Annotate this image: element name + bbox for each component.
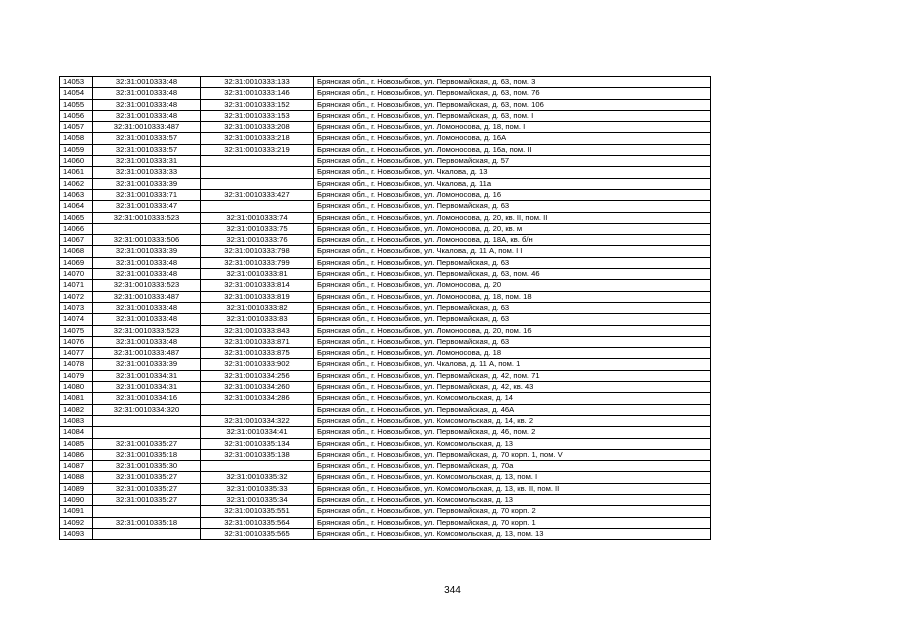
- parcel-cadastral-cell: 32:31:0010334:31: [93, 382, 201, 393]
- parcel-cadastral-cell: 32:31:0010334:16: [93, 393, 201, 404]
- building-cadastral-cell: [201, 461, 314, 472]
- address-cell: Брянская обл., г. Новозыбков, ул. Первомайская, д. 46, пом. 2: [314, 427, 711, 438]
- address-cell: Брянская обл., г. Новозыбков, ул. Первомайская, д. 63: [314, 257, 711, 268]
- row-number-cell: 14084: [60, 427, 93, 438]
- building-cadastral-cell: 32:31:0010334:286: [201, 393, 314, 404]
- table-row: [60, 88, 711, 99]
- address-cell: Брянская обл., г. Новозыбков, ул. Чкалова, д. 13: [314, 167, 711, 178]
- parcel-cadastral-cell: 32:31:0010335:27: [93, 494, 201, 505]
- row-number-cell: 14079: [60, 370, 93, 381]
- table-row: [60, 494, 711, 505]
- table-row: [60, 449, 711, 460]
- row-number-cell: 14065: [60, 212, 93, 223]
- address-cell: Брянская обл., г. Новозыбков, ул. Ломоносова, д. 16: [314, 189, 711, 200]
- building-cadastral-cell: 32:31:0010333:81: [201, 269, 314, 280]
- parcel-cadastral-cell: [93, 506, 201, 517]
- parcel-cadastral-cell: 32:31:0010333:48: [93, 302, 201, 313]
- table-row: [60, 269, 711, 280]
- row-number-cell: 14064: [60, 201, 93, 212]
- parcel-cadastral-cell: 32:31:0010333:71: [93, 189, 201, 200]
- building-cadastral-cell: 32:31:0010333:208: [201, 122, 314, 133]
- row-number-cell: 14063: [60, 189, 93, 200]
- building-cadastral-cell: [201, 167, 314, 178]
- building-cadastral-cell: 32:31:0010334:41: [201, 427, 314, 438]
- building-cadastral-cell: 32:31:0010335:551: [201, 506, 314, 517]
- table-row: [60, 461, 711, 472]
- row-number-cell: 14093: [60, 528, 93, 539]
- parcel-cadastral-cell: 32:31:0010333:48: [93, 99, 201, 110]
- table-row: [60, 415, 711, 426]
- building-cadastral-cell: 32:31:0010334:260: [201, 382, 314, 393]
- parcel-cadastral-cell: 32:31:0010333:523: [93, 212, 201, 223]
- row-number-cell: 14086: [60, 449, 93, 460]
- table-row: [60, 178, 711, 189]
- address-cell: Брянская обл., г. Новозыбков, ул. Первомайская, д. 46А: [314, 404, 711, 415]
- parcel-cadastral-cell: 32:31:0010333:39: [93, 246, 201, 257]
- building-cadastral-cell: 32:31:0010335:564: [201, 517, 314, 528]
- address-cell: Брянская обл., г. Новозыбков, ул. Первомайская, д. 57: [314, 156, 711, 167]
- address-cell: Брянская обл., г. Новозыбков, ул. Ломоносова, д. 20, пом. 16: [314, 325, 711, 336]
- building-cadastral-cell: 32:31:0010333:819: [201, 291, 314, 302]
- table-row: [60, 302, 711, 313]
- building-cadastral-cell: 32:31:0010333:83: [201, 314, 314, 325]
- row-number-cell: 14067: [60, 235, 93, 246]
- row-number-cell: 14057: [60, 122, 93, 133]
- table-row: [60, 427, 711, 438]
- row-number-cell: 14082: [60, 404, 93, 415]
- parcel-cadastral-cell: 32:31:0010333:48: [93, 88, 201, 99]
- building-cadastral-cell: 32:31:0010334:256: [201, 370, 314, 381]
- building-cadastral-cell: 32:31:0010333:82: [201, 302, 314, 313]
- row-number-cell: 14071: [60, 280, 93, 291]
- parcel-cadastral-cell: 32:31:0010333:487: [93, 348, 201, 359]
- parcel-cadastral-cell: 32:31:0010335:30: [93, 461, 201, 472]
- table-row: [60, 325, 711, 336]
- parcel-cadastral-cell: 32:31:0010333:39: [93, 178, 201, 189]
- building-cadastral-cell: 32:31:0010335:34: [201, 494, 314, 505]
- row-number-cell: 14070: [60, 269, 93, 280]
- table-row: [60, 99, 711, 110]
- address-cell: Брянская обл., г. Новозыбков, ул. Первомайская, д. 70 корп. 1: [314, 517, 711, 528]
- address-cell: Брянская обл., г. Новозыбков, ул. Ломоносова, д. 20: [314, 280, 711, 291]
- row-number-cell: 14056: [60, 110, 93, 121]
- table-row: [60, 133, 711, 144]
- row-number-cell: 14080: [60, 382, 93, 393]
- table-row: [60, 77, 711, 88]
- table-row: [60, 201, 711, 212]
- address-cell: Брянская обл., г. Новозыбков, ул. Комсомольская, д. 13, кв. II, пом. II: [314, 483, 711, 494]
- building-cadastral-cell: 32:31:0010333:843: [201, 325, 314, 336]
- parcel-cadastral-cell: 32:31:0010335:27: [93, 438, 201, 449]
- building-cadastral-cell: 32:31:0010333:152: [201, 99, 314, 110]
- row-number-cell: 14054: [60, 88, 93, 99]
- table-row: [60, 404, 711, 415]
- row-number-cell: 14078: [60, 359, 93, 370]
- row-number-cell: 14085: [60, 438, 93, 449]
- parcel-cadastral-cell: 32:31:0010333:523: [93, 280, 201, 291]
- parcel-cadastral-cell: [93, 427, 201, 438]
- row-number-cell: 14076: [60, 336, 93, 347]
- building-cadastral-cell: 32:31:0010335:565: [201, 528, 314, 539]
- building-cadastral-cell: 32:31:0010335:32: [201, 472, 314, 483]
- building-cadastral-cell: [201, 178, 314, 189]
- address-cell: Брянская обл., г. Новозыбков, ул. Первомайская, д. 70 корп. 2: [314, 506, 711, 517]
- address-cell: Брянская обл., г. Новозыбков, ул. Первомайская, д. 63: [314, 201, 711, 212]
- row-number-cell: 14091: [60, 506, 93, 517]
- building-cadastral-cell: [201, 156, 314, 167]
- row-number-cell: 14089: [60, 483, 93, 494]
- address-cell: Брянская обл., г. Новозыбков, ул. Комсомольская, д. 13: [314, 494, 711, 505]
- table-row: [60, 144, 711, 155]
- building-cadastral-cell: 32:31:0010335:134: [201, 438, 314, 449]
- table-row: [60, 314, 711, 325]
- address-cell: Брянская обл., г. Новозыбков, ул. Чкалова, д. 11 А, пом. 1: [314, 359, 711, 370]
- table-row: [60, 280, 711, 291]
- row-number-cell: 14069: [60, 257, 93, 268]
- registry-table-body: [60, 77, 711, 540]
- table-row: [60, 156, 711, 167]
- parcel-cadastral-cell: 32:31:0010333:48: [93, 314, 201, 325]
- row-number-cell: 14088: [60, 472, 93, 483]
- building-cadastral-cell: 32:31:0010333:218: [201, 133, 314, 144]
- address-cell: Брянская обл., г. Новозыбков, ул. Комсомольская, д. 14, кв. 2: [314, 415, 711, 426]
- address-cell: Брянская обл., г. Новозыбков, ул. Ломоносова, д. 16а, пом. II: [314, 144, 711, 155]
- row-number-cell: 14092: [60, 517, 93, 528]
- address-cell: Брянская обл., г. Новозыбков, ул. Первомайская, д. 42, кв. 43: [314, 382, 711, 393]
- page-number: 344: [444, 585, 461, 596]
- table-row: [60, 370, 711, 381]
- address-cell: Брянская обл., г. Новозыбков, ул. Ломоносова, д. 18: [314, 348, 711, 359]
- address-cell: Брянская обл., г. Новозыбков, ул. Ломоносова, д. 20, кв. II, пом. II: [314, 212, 711, 223]
- table-row: [60, 110, 711, 121]
- address-cell: Брянская обл., г. Новозыбков, ул. Первомайская, д. 42, пом. 71: [314, 370, 711, 381]
- parcel-cadastral-cell: 32:31:0010334:320: [93, 404, 201, 415]
- parcel-cadastral-cell: 32:31:0010335:27: [93, 472, 201, 483]
- address-cell: Брянская обл., г. Новозыбков, ул. Ломоносова, д. 18, пом. 18: [314, 291, 711, 302]
- row-number-cell: 14058: [60, 133, 93, 144]
- table-row: [60, 382, 711, 393]
- parcel-cadastral-cell: 32:31:0010333:48: [93, 336, 201, 347]
- table-row: [60, 336, 711, 347]
- row-number-cell: 14083: [60, 415, 93, 426]
- address-cell: Брянская обл., г. Новозыбков, ул. Ломоносова, д. 18А, кв. б/н: [314, 235, 711, 246]
- address-cell: Брянская обл., г. Новозыбков, ул. Комсомольская, д. 13, пом. 13: [314, 528, 711, 539]
- address-cell: Брянская обл., г. Новозыбков, ул. Первомайская, д. 63, пом. I: [314, 110, 711, 121]
- building-cadastral-cell: 32:31:0010333:427: [201, 189, 314, 200]
- table-row: [60, 393, 711, 404]
- row-number-cell: 14073: [60, 302, 93, 313]
- table-row: [60, 167, 711, 178]
- address-cell: Брянская обл., г. Новозыбков, ул. Комсомольская, д. 14: [314, 393, 711, 404]
- parcel-cadastral-cell: 32:31:0010333:57: [93, 144, 201, 155]
- row-number-cell: 14090: [60, 494, 93, 505]
- table-row: [60, 291, 711, 302]
- row-number-cell: 14074: [60, 314, 93, 325]
- registry-table: [59, 76, 711, 540]
- table-row: [60, 348, 711, 359]
- table-row: [60, 472, 711, 483]
- parcel-cadastral-cell: 32:31:0010333:487: [93, 122, 201, 133]
- table-row: [60, 359, 711, 370]
- table-row: [60, 235, 711, 246]
- address-cell: Брянская обл., г. Новозыбков, ул. Первомайская, д. 63: [314, 302, 711, 313]
- table-row: [60, 257, 711, 268]
- address-cell: Брянская обл., г. Новозыбков, ул. Чкалова, д. 11 А, пом. I I: [314, 246, 711, 257]
- parcel-cadastral-cell: 32:31:0010333:48: [93, 110, 201, 121]
- building-cadastral-cell: 32:31:0010333:153: [201, 110, 314, 121]
- address-cell: Брянская обл., г. Новозыбков, ул. Первомайская, д. 63, пом. 3: [314, 77, 711, 88]
- address-cell: Брянская обл., г. Новозыбков, ул. Комсомольская, д. 13: [314, 438, 711, 449]
- address-cell: Брянская обл., г. Новозыбков, ул. Ломоносова, д. 20, кв. м: [314, 223, 711, 234]
- address-cell: Брянская обл., г. Новозыбков, ул. Первомайская, д. 63, пом. 46: [314, 269, 711, 280]
- row-number-cell: 14077: [60, 348, 93, 359]
- row-number-cell: 14062: [60, 178, 93, 189]
- address-cell: Брянская обл., г. Новозыбков, ул. Ломоносова, д. 16А: [314, 133, 711, 144]
- building-cadastral-cell: 32:31:0010333:871: [201, 336, 314, 347]
- building-cadastral-cell: 32:31:0010333:814: [201, 280, 314, 291]
- building-cadastral-cell: 32:31:0010333:146: [201, 88, 314, 99]
- row-number-cell: 14068: [60, 246, 93, 257]
- building-cadastral-cell: 32:31:0010333:133: [201, 77, 314, 88]
- building-cadastral-cell: [201, 404, 314, 415]
- row-number-cell: 14081: [60, 393, 93, 404]
- address-cell: Брянская обл., г. Новозыбков, ул. Ломоносова, д. 18, пом. I: [314, 122, 711, 133]
- row-number-cell: 14060: [60, 156, 93, 167]
- parcel-cadastral-cell: 32:31:0010333:48: [93, 257, 201, 268]
- table-row: [60, 483, 711, 494]
- table-row: [60, 122, 711, 133]
- table-row: [60, 506, 711, 517]
- parcel-cadastral-cell: 32:31:0010333:506: [93, 235, 201, 246]
- address-cell: Брянская обл., г. Новозыбков, ул. Первомайская, д. 70 корп. 1, пом. V: [314, 449, 711, 460]
- address-cell: Брянская обл., г. Новозыбков, ул. Первомайская, д. 63: [314, 336, 711, 347]
- address-cell: Брянская обл., г. Новозыбков, ул. Первомайская, д. 70а: [314, 461, 711, 472]
- address-cell: Брянская обл., г. Новозыбков, ул. Чкалова, д. 11а: [314, 178, 711, 189]
- building-cadastral-cell: 32:31:0010333:219: [201, 144, 314, 155]
- building-cadastral-cell: 32:31:0010334:322: [201, 415, 314, 426]
- table-row: [60, 212, 711, 223]
- row-number-cell: 14055: [60, 99, 93, 110]
- address-cell: Брянская обл., г. Новозыбков, ул. Первомайская, д. 63: [314, 314, 711, 325]
- parcel-cadastral-cell: 32:31:0010335:18: [93, 449, 201, 460]
- row-number-cell: 14061: [60, 167, 93, 178]
- parcel-cadastral-cell: 32:31:0010333:39: [93, 359, 201, 370]
- parcel-cadastral-cell: 32:31:0010334:31: [93, 370, 201, 381]
- building-cadastral-cell: 32:31:0010333:76: [201, 235, 314, 246]
- row-number-cell: 14059: [60, 144, 93, 155]
- table-row: [60, 189, 711, 200]
- building-cadastral-cell: 32:31:0010333:902: [201, 359, 314, 370]
- row-number-cell: 14053: [60, 77, 93, 88]
- parcel-cadastral-cell: 32:31:0010333:523: [93, 325, 201, 336]
- parcel-cadastral-cell: 32:31:0010333:33: [93, 167, 201, 178]
- building-cadastral-cell: [201, 201, 314, 212]
- building-cadastral-cell: 32:31:0010333:75: [201, 223, 314, 234]
- row-number-cell: 14072: [60, 291, 93, 302]
- building-cadastral-cell: 32:31:0010333:875: [201, 348, 314, 359]
- parcel-cadastral-cell: 32:31:0010333:57: [93, 133, 201, 144]
- building-cadastral-cell: 32:31:0010335:138: [201, 449, 314, 460]
- row-number-cell: 14075: [60, 325, 93, 336]
- address-cell: Брянская обл., г. Новозыбков, ул. Первомайская, д. 63, пом. 76: [314, 88, 711, 99]
- parcel-cadastral-cell: 32:31:0010333:487: [93, 291, 201, 302]
- address-cell: Брянская обл., г. Новозыбков, ул. Комсомольская, д. 13, пом. I: [314, 472, 711, 483]
- table-row: [60, 438, 711, 449]
- table-row: [60, 223, 711, 234]
- parcel-cadastral-cell: 32:31:0010333:48: [93, 77, 201, 88]
- building-cadastral-cell: 32:31:0010335:33: [201, 483, 314, 494]
- parcel-cadastral-cell: [93, 415, 201, 426]
- parcel-cadastral-cell: 32:31:0010333:48: [93, 269, 201, 280]
- parcel-cadastral-cell: 32:31:0010335:27: [93, 483, 201, 494]
- parcel-cadastral-cell: [93, 528, 201, 539]
- address-cell: Брянская обл., г. Новозыбков, ул. Первомайская, д. 63, пом. 106: [314, 99, 711, 110]
- table-row: [60, 246, 711, 257]
- building-cadastral-cell: 32:31:0010333:799: [201, 257, 314, 268]
- row-number-cell: 14087: [60, 461, 93, 472]
- parcel-cadastral-cell: 32:31:0010333:47: [93, 201, 201, 212]
- parcel-cadastral-cell: [93, 223, 201, 234]
- parcel-cadastral-cell: 32:31:0010333:31: [93, 156, 201, 167]
- table-row: [60, 517, 711, 528]
- table-row: [60, 528, 711, 539]
- building-cadastral-cell: 32:31:0010333:74: [201, 212, 314, 223]
- parcel-cadastral-cell: 32:31:0010335:18: [93, 517, 201, 528]
- row-number-cell: 14066: [60, 223, 93, 234]
- building-cadastral-cell: 32:31:0010333:798: [201, 246, 314, 257]
